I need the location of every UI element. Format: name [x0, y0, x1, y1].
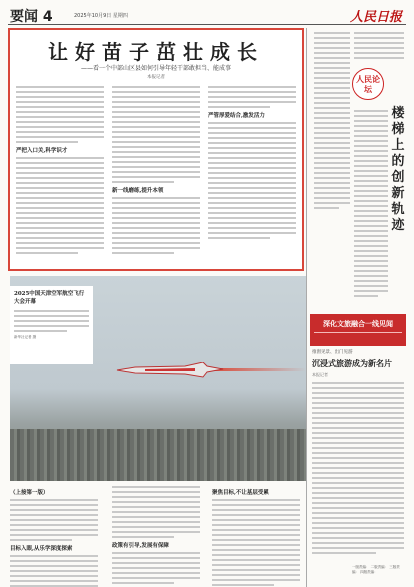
section-label: 要闻 4: [10, 9, 53, 25]
lead-column-3: [208, 86, 296, 242]
commentary-column: [310, 28, 406, 314]
lower-subhead-2: 目标入眼,从乐学深度探索: [10, 546, 73, 552]
lead-subtitle: ——看一个中部山区县如何引导年轻干部敢担当、能成事: [80, 65, 231, 72]
photo-caption: [10, 286, 93, 364]
page-header: [8, 5, 406, 25]
lower-subhead-4: 聚焦目标,不让基层受累: [212, 490, 269, 496]
jet-icon: [115, 362, 225, 378]
series-banner: [310, 314, 406, 346]
caption-title: 2025中国天津空军航空飞行大会开幕: [14, 291, 85, 305]
commentary-title: 楼梯上的创新轨迹: [391, 106, 405, 233]
travel-byline: 本报记者: [312, 372, 328, 377]
column-divider: [306, 28, 307, 587]
lower-column-3: [212, 486, 300, 587]
lower-column-1: [10, 486, 98, 587]
lower-subhead-3: 政策有引导,发展有保障: [112, 543, 169, 549]
series-banner-title: 深化文旅融合一线见闻: [323, 319, 393, 328]
lead-title: 让好苗子茁壮成长: [48, 40, 264, 64]
staff-credits: 一版责编： 二版责编： 三版责编： 四版责编：: [352, 565, 400, 574]
travel-article-head: [312, 349, 404, 378]
lead-subhead-2: 新一线磨练,提升本领: [112, 188, 164, 194]
lead-byline: 本报记者: [147, 75, 165, 80]
lower-subhead-1: （上接第一版）: [10, 490, 49, 496]
lead-subhead-3: 严管厚爱结合,激发活力: [208, 113, 265, 119]
travel-kicker: 推窗见景、出门见游: [312, 350, 353, 355]
lead-column-2: [112, 86, 200, 257]
lead-column-1: [16, 86, 104, 257]
travel-title: 沉浸式旅游成为新名片: [312, 358, 392, 368]
airfield-ground: [10, 429, 306, 481]
caption-credit: 新华社记者 摄: [14, 335, 37, 339]
lower-column-2: [112, 486, 200, 587]
lead-subhead-1: 严把入口关,科学识才: [16, 148, 68, 154]
issue-date: 2025年10月9日 星期四: [74, 13, 128, 19]
forum-badge: 人民论坛: [352, 68, 384, 100]
masthead-logo: 人民日报: [349, 10, 402, 25]
lead-article: [8, 28, 304, 271]
travel-article-body: [312, 382, 404, 557]
